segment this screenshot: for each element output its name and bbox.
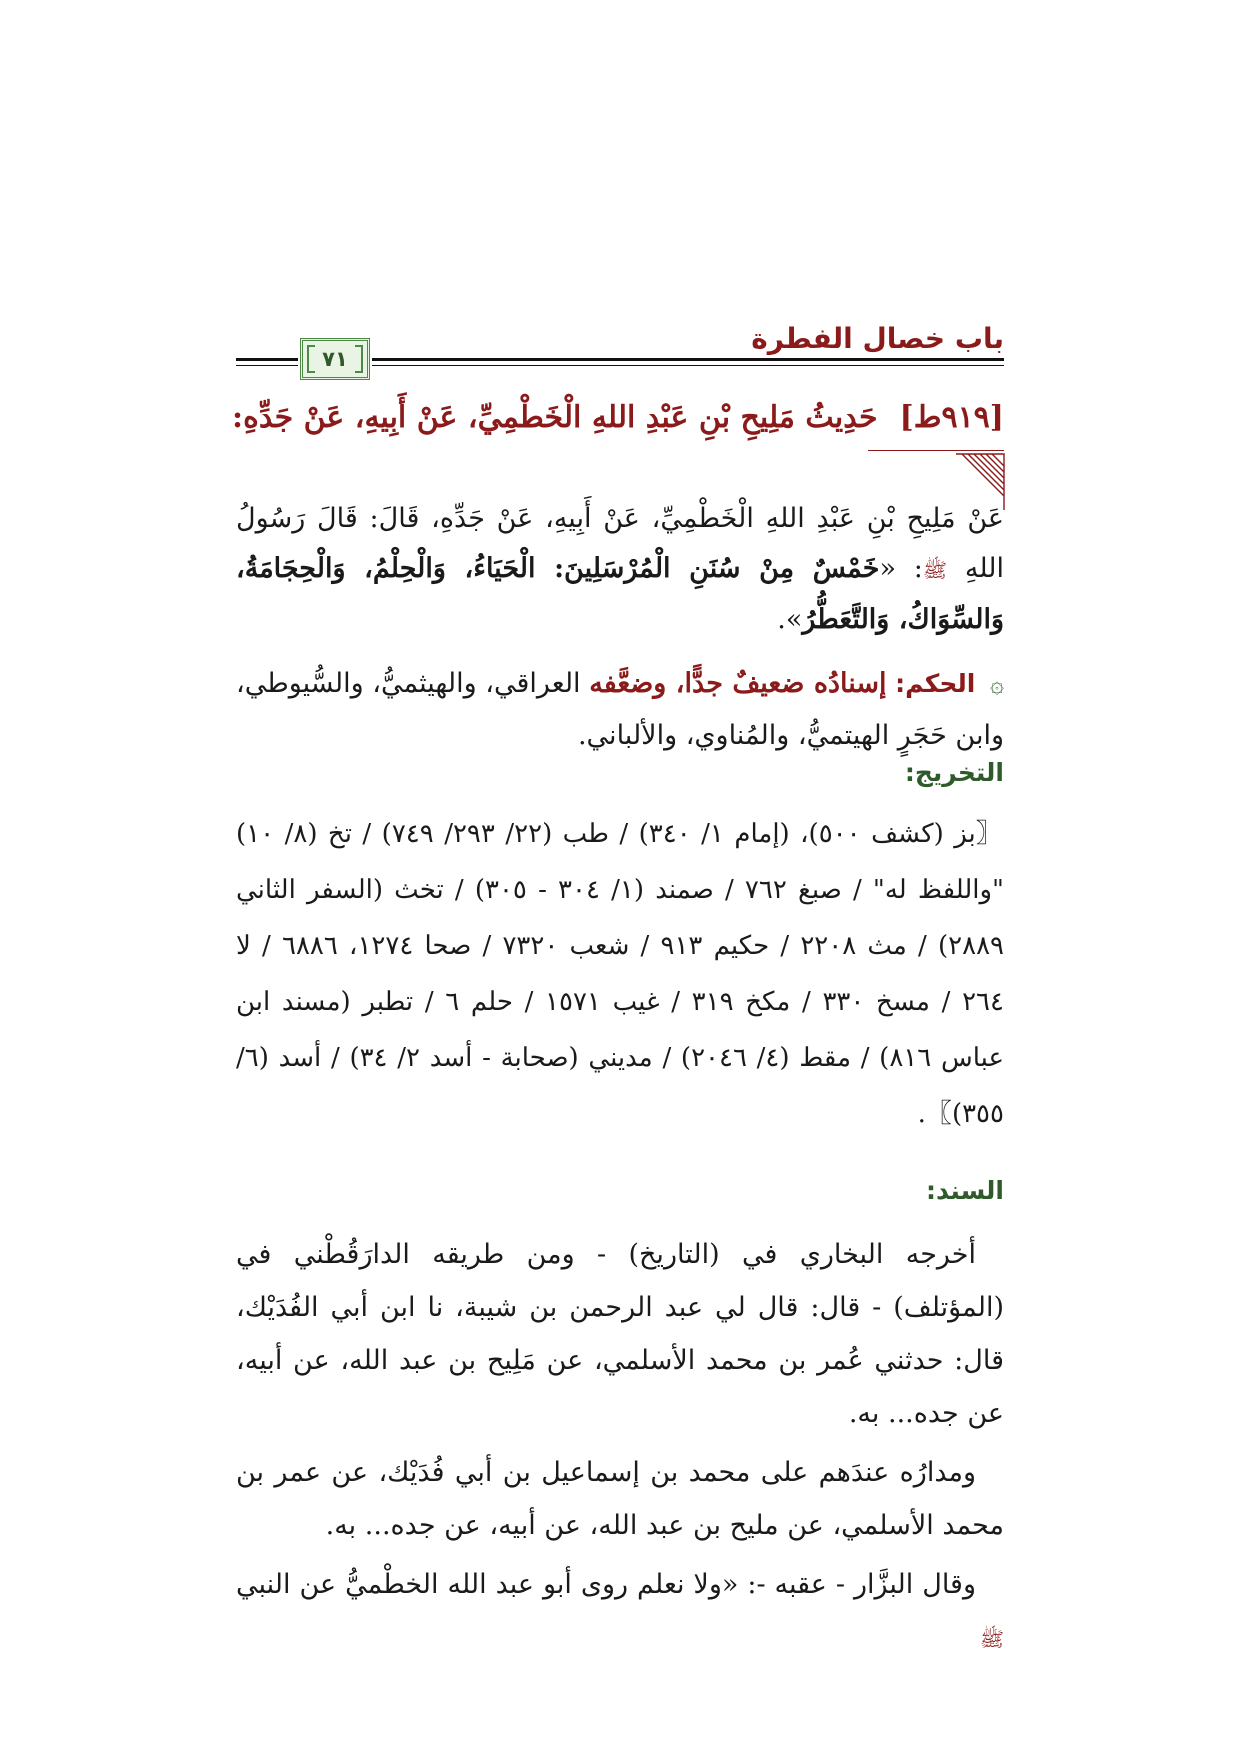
- header-rule-left: [236, 358, 298, 361]
- verdict-authorities: العراقي، والهيثميُّ، والسُّيوطي، وابن حَجَرٍ الهيتميُّ، والمُناوي، والألباني.: [236, 668, 1004, 751]
- sanad-label: السند:: [925, 1176, 1004, 1205]
- header-rule-right: [372, 358, 1004, 361]
- sanad-paragraph-2: ومدارُه عندَهم على محمد بن إسماعيل بن أبي فُدَيْك، عن عمر بن محمد الأسلمي، عن مليح بن عبد الله، عن أبيه، عن جده... به.: [236, 1457, 1004, 1541]
- page-number-box: [300, 338, 370, 380]
- sources-text: بز (كشف ٥٠٠)، (إمام ١/ ٣٤٠) / طب (٢٢/ ٢٩٣/ ٧٤٩) / تخ (٨/ ١٠) "واللفظ له" / صبغ ٧٦٢ / صمند (١/ ٣٠٤ - ٣٠٥) / تخث (السفر الثاني ٢٨٨٩) / مث ٢٢٠٨ / حكيم ٩١٣ / شعب ٧٣٢٠ / صحا ١٢٧٤، ٦٨٨٦ / لا ٢٦٤ / مسخ ٣٣٠ / مكخ ٣١٩ / غيب ١٥٧١ / حلم ٦ / تطبر (مسند ابن عباس ٨١٦) / مقط (٤/ ٢٠٤٦) / مديني (صحابة - أسد ٢/ ٣٤) / أسد (٦/ ٣٥٥): [236, 819, 1005, 1129]
- sanad-last-line-text: وقال البزَّار - عقبه -: «ولا نعلم روى أبو عبد الله الخطْميُّ عن النبي: [236, 1569, 976, 1600]
- sanad-paragraph-1: أخرجه البخاري في (التاريخ) - ومن طريقه الدارَقُطْني في (المؤتلف) - قال: قال لي عبد الرحمن بن شيبة، نا ابن أبي الفُدَيْك، قال: حدثني عُمر بن محمد الأسلمي، عن مَلِيح بن عبد الله، عن أبيه، عن جده... به.: [236, 1239, 1004, 1429]
- sanad-text: [236, 1228, 1004, 1666]
- verdict-ruling: إسنادُه ضعيفٌ جدًّا، وضعَّفه: [589, 668, 887, 699]
- hadith-colon: : «: [879, 553, 923, 584]
- salawat-glyph: ﷺ: [922, 558, 948, 582]
- hadith-title: حَدِيثُ مَلِيحِ بْنِ عَبْدِ اللهِ الْخَطْمِيِّ، عَنْ أَبِيهِ، عَنْ جَدِّهِ:: [232, 400, 878, 435]
- verdict: [236, 658, 1004, 762]
- header-rule-right-thin: [372, 365, 1004, 366]
- sources-close-bracket: 〗.: [917, 1099, 952, 1129]
- hadith-end: ».: [777, 604, 803, 635]
- salawat-glyph-2: ﷺ: [979, 1627, 1004, 1651]
- header-rule-left-thin: [236, 365, 298, 366]
- verdict-label: الحكم:: [895, 669, 976, 698]
- hadith-number: [٩١٩ط]: [899, 400, 1004, 435]
- hadith-matn: خَمْسٌ مِنْ سُنَنِ الْمُرْسَلِينَ: الْحَيَاءُ، وَالْحِلْمُ، وَالْحِجَامَةُ، وَالسِّوَاكُ، وَالتَّعَطُّرُ: [236, 553, 1004, 635]
- page-number: ٧١: [322, 347, 348, 371]
- takhrij-label: التخريج:: [904, 758, 1004, 787]
- running-title: باب خصال الفطرة: [751, 322, 1004, 355]
- takhrij-sources: [236, 806, 1004, 1142]
- verdict-symbol: ۞: [989, 670, 1005, 698]
- heading-underline: [868, 450, 1004, 451]
- sources-open-bracket: 〖: [975, 819, 1004, 849]
- hadith-heading: [232, 400, 1004, 435]
- hadith-intro: عَنْ مَلِيحِ بْنِ عَبْدِ اللهِ الْخَطْمِيِّ، عَنْ أَبِيهِ، عَنْ جَدِّهِ، قَالَ: قَالَ رَسُولُ اللهِ: [236, 503, 1004, 584]
- hadith-text: [236, 494, 1004, 645]
- sanad-last-line: [236, 1558, 1004, 1666]
